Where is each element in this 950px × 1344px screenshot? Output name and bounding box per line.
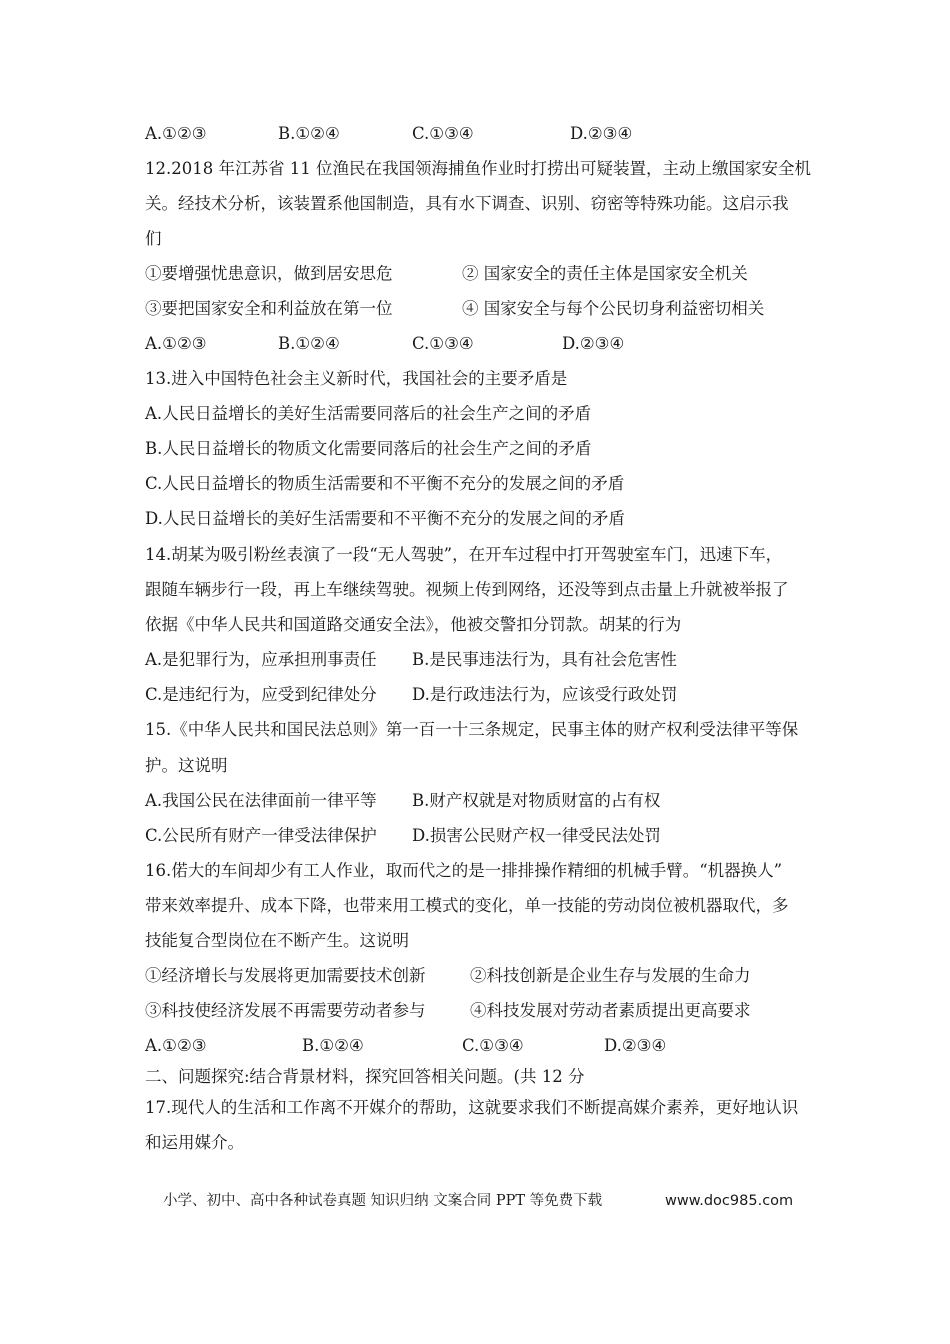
q17-stem-line: 和运用媒介。 [145,1133,244,1152]
q14-option-c: C.是违纪行为，应受到纪律处分 [145,685,377,704]
q16-statement-1: ①经济增长与发展将更加需要技术创新 [145,966,426,985]
q13-option-a: A.人民日益增长的美好生活需要同落后的社会生产之间的矛盾 [145,404,592,423]
q13-option-d: D.人民日益增长的美好生活需要和不平衡不充分的发展之间的矛盾 [145,509,625,528]
q13-stem: 13.进入中国特色社会主义新时代，我国社会的主要矛盾是 [145,369,568,388]
q16-option-c: C.①③④ [462,1036,524,1055]
q14-stem-line: 跟随车辆步行一段，再上车继续驾驶。视频上传到网络，还没等到点击量上升就被举报了 [145,580,789,599]
q12-statement-4: ④ 国家安全与每个公民切身利益密切相关 [462,299,765,318]
q17-stem-line: 17.现代人的生活和工作离不开媒介的帮助，这就要求我们不断提高媒介素养，更好地认识 [145,1098,799,1117]
q13-option-b: B.人民日益增长的物质文化需要同落后的社会生产之间的矛盾 [145,439,592,458]
q15-option-d: D.损害公民财产权一律受民法处罚 [412,826,661,845]
q14-option-b: B.是民事违法行为，具有社会危害性 [412,650,677,669]
q12-option-d: D.②③④ [562,334,625,353]
q16-option-a: A.①②③ [145,1036,207,1055]
q12-statement-1: ①要增强忧患意识，做到居安思危 [145,264,393,283]
q16-option-d: D.②③④ [604,1036,667,1055]
q14-option-a: A.是犯罪行为，应承担刑事责任 [145,650,377,669]
q16-option-b: B.①②④ [302,1036,364,1055]
q15-option-b: B.财产权就是对物质财富的占有权 [412,791,661,810]
q11-option-b: B.①②④ [278,124,340,143]
q12-option-b: B.①②④ [278,334,340,353]
q16-statement-2: ②科技创新是企业生存与发展的生命力 [470,966,751,985]
q12-stem-line: 们 [145,229,162,248]
q15-stem-line: 护。这说明 [145,756,228,775]
q15-stem-line: 15.《中华人民共和国民法总则》第一百一十三条规定，民事主体的财产权利受法律平等保 [145,720,799,739]
q16-stem-line: 技能复合型岗位在不断产生。这说明 [145,931,409,950]
q15-option-c: C.公民所有财产一律受法律保护 [145,826,377,845]
q14-stem-line: 14.胡某为吸引粉丝表演了一段“无人驾驶”，在开车过程中打开驾驶室车门，迅速下车， [145,545,783,564]
q16-stem-line: 带来效率提升、成本下降，也带来用工模式的变化，单一技能的劳动岗位被机器取代，多 [145,896,789,915]
q13-option-c: C.人民日益增长的物质生活需要和不平衡不充分的发展之间的矛盾 [145,474,625,493]
footer-promo-text: 小学、初中、高中各种试卷真题 知识归纳 文案合同 PPT 等免费下载 [163,1193,603,1209]
q12-stem-line: 关。经技术分析，该装置系他国制造，具有水下调查、识别、窃密等特殊功能。这启示我 [145,194,789,213]
q16-statement-4: ④科技发展对劳动者素质提出更高要求 [470,1001,751,1020]
q16-stem-line: 16.偌大的车间却少有工人作业，取而代之的是一排排操作精细的机械手臂。“机器换人” [145,861,783,880]
q12-option-c: C.①③④ [412,334,474,353]
q14-option-d: D.是行政违法行为，应该受行政处罚 [412,685,678,704]
q12-statement-3: ③要把国家安全和利益放在第一位 [145,299,393,318]
q11-option-a: A.①②③ [145,124,207,143]
q12-stem-line: 12.2018 年江苏省 11 位渔民在我国领海捕鱼作业时打捞出可疑装置，主动上缴国家安全机 [145,159,811,178]
footer-website-link[interactable]: www.doc985.com [665,1193,794,1209]
q16-statement-3: ③科技使经济发展不再需要劳动者参与 [145,1001,426,1020]
q12-statement-2: ② 国家安全的责任主体是国家安全机关 [462,264,748,283]
section-heading: 二、问题探究:结合背景材料，探究回答相关问题。(共 12 分 [145,1067,585,1086]
q11-option-d: D.②③④ [570,124,633,143]
q15-option-a: A.我国公民在法律面前一律平等 [145,791,377,810]
q12-option-a: A.①②③ [145,334,207,353]
q14-stem-line: 依据《中华人民共和国道路交通安全法》，他被交警扣分罚款。胡某的行为 [145,615,682,634]
q11-option-c: C.①③④ [412,124,474,143]
